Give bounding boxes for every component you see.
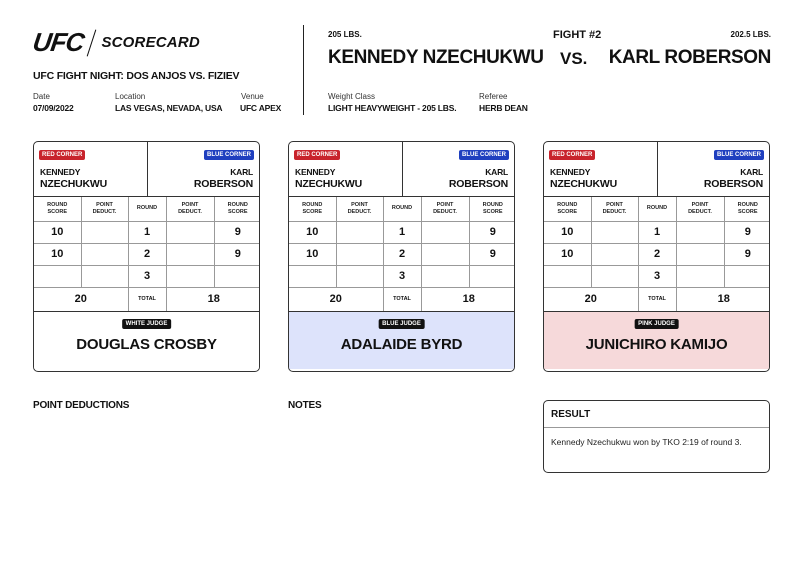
table-row xyxy=(34,243,260,265)
table-row xyxy=(289,221,515,243)
total-row xyxy=(34,287,260,311)
red-round-score: 10 xyxy=(544,243,591,265)
round-number: 3 xyxy=(128,265,166,287)
blue-round-score xyxy=(214,265,260,287)
blue-fighter-first-name: KARL xyxy=(485,167,508,177)
blue-corner-badge: BLUE CORNER xyxy=(714,150,764,160)
blue-point-deduct xyxy=(166,221,214,243)
corner-divider xyxy=(402,142,403,197)
round-number: 3 xyxy=(383,265,421,287)
col-point-deduct: POINT DEDUCT. xyxy=(166,197,214,221)
result-title: RESULT xyxy=(551,409,591,420)
red-round-score xyxy=(289,265,336,287)
col-round: ROUND xyxy=(383,197,421,221)
red-round-score: 10 xyxy=(289,221,336,243)
round-number: 3 xyxy=(638,265,676,287)
red-round-score: 10 xyxy=(289,243,336,265)
red-fighter-weight: 205 LBS. xyxy=(328,30,362,39)
blue-total-score: 18 xyxy=(166,287,260,311)
blue-total-score: 18 xyxy=(676,287,770,311)
weight-class-label: Weight Class xyxy=(328,92,375,101)
blue-total-score: 18 xyxy=(421,287,515,311)
table-row xyxy=(289,243,515,265)
table-row xyxy=(544,243,770,265)
col-point-deduct: POINT DEDUCT. xyxy=(421,197,469,221)
blue-point-deduct xyxy=(676,221,724,243)
notes-title: NOTES xyxy=(288,400,322,411)
round-number: 1 xyxy=(383,221,421,243)
blue-fighter-name: KARL ROBERSON xyxy=(608,47,771,68)
red-fighter-last-name: NZECHUKWU xyxy=(295,178,363,190)
table-row xyxy=(289,265,515,287)
red-total-score: 20 xyxy=(544,287,638,311)
judge-badge: PINK JUDGE xyxy=(634,319,679,329)
round-number: 1 xyxy=(638,221,676,243)
blue-fighter-first-name: KARL xyxy=(230,167,253,177)
col-point-deduct: POINT DEDUCT. xyxy=(591,197,638,221)
weight-class-value: LIGHT HEAVYWEIGHT - 205 LBS. xyxy=(328,103,457,113)
red-round-score: 10 xyxy=(34,221,81,243)
red-corner-fighter xyxy=(40,166,107,190)
col-round-score: ROUND SCORE xyxy=(544,197,591,221)
blue-corner-badge: BLUE CORNER xyxy=(204,150,254,160)
blue-round-score: 9 xyxy=(724,243,770,265)
red-fighter-first-name: KENNEDY xyxy=(40,167,81,177)
result-divider xyxy=(544,427,769,428)
red-fighter-first-name: KENNEDY xyxy=(550,167,591,177)
blue-corner-badge: BLUE CORNER xyxy=(459,150,509,160)
blue-round-score: 9 xyxy=(214,221,260,243)
judge-badge: BLUE JUDGE xyxy=(378,319,425,329)
venue-label: Venue xyxy=(241,92,264,101)
col-point-deduct: POINT DEDUCT. xyxy=(81,197,128,221)
red-corner-badge: RED CORNER xyxy=(39,150,85,160)
round-number: 2 xyxy=(383,243,421,265)
corner-divider xyxy=(147,142,148,197)
card-header xyxy=(34,142,259,197)
red-point-deduct xyxy=(591,243,638,265)
red-total-score: 20 xyxy=(34,287,128,311)
location-value: LAS VEGAS, NEVADA, USA xyxy=(115,103,223,113)
judge-badge: WHITE JUDGE xyxy=(122,319,172,329)
blue-round-score xyxy=(724,265,770,287)
red-point-deduct xyxy=(81,243,128,265)
col-round-score: ROUND SCORE xyxy=(724,197,770,221)
blue-fighter-last-name: ROBERSON xyxy=(703,178,763,190)
judge-name: JUNICHIRO KAMIJO xyxy=(585,335,728,353)
corner-divider xyxy=(657,142,658,197)
red-point-deduct xyxy=(81,265,128,287)
red-corner-badge: RED CORNER xyxy=(549,150,595,160)
score-table-header xyxy=(289,197,515,221)
red-point-deduct xyxy=(336,265,383,287)
blue-point-deduct xyxy=(421,243,469,265)
table-row xyxy=(34,221,260,243)
result-box xyxy=(543,400,770,473)
referee-value: HERB DEAN xyxy=(479,103,528,113)
judge-name: ADALAIDE BYRD xyxy=(340,335,463,353)
blue-round-score: 9 xyxy=(469,221,515,243)
location-label: Location xyxy=(115,92,146,101)
red-fighter-name: KENNEDY NZECHUKWU xyxy=(328,47,544,68)
blue-corner-fighter xyxy=(194,166,253,190)
round-number: 2 xyxy=(638,243,676,265)
judge-area xyxy=(544,312,769,369)
header-divider xyxy=(303,25,304,115)
score-table-header xyxy=(544,197,770,221)
red-point-deduct xyxy=(81,221,128,243)
blue-point-deduct xyxy=(421,221,469,243)
judge-scorecard xyxy=(288,141,515,372)
ufc-logo xyxy=(30,27,200,58)
total-row xyxy=(289,287,515,311)
point-deductions-title: POINT DEDUCTIONS xyxy=(33,400,130,411)
vs-label: VS. xyxy=(560,49,588,68)
col-round-score: ROUND SCORE xyxy=(469,197,515,221)
card-header xyxy=(544,142,769,197)
red-point-deduct xyxy=(591,221,638,243)
blue-point-deduct xyxy=(166,243,214,265)
card-header xyxy=(289,142,514,197)
judge-area xyxy=(289,312,514,369)
red-total-score: 20 xyxy=(289,287,383,311)
red-corner-fighter xyxy=(295,166,362,190)
red-fighter-first-name: KENNEDY xyxy=(295,167,336,177)
score-table xyxy=(34,197,260,312)
col-round-score: ROUND SCORE xyxy=(289,197,336,221)
blue-round-score: 9 xyxy=(214,243,260,265)
judge-name: DOUGLAS CROSBY xyxy=(76,335,217,353)
logo-text: UFC xyxy=(30,27,86,57)
red-corner-badge: RED CORNER xyxy=(294,150,340,160)
blue-corner-fighter xyxy=(449,166,508,190)
total-row xyxy=(544,287,770,311)
col-round: ROUND xyxy=(128,197,166,221)
blue-point-deduct xyxy=(676,265,724,287)
score-table-header xyxy=(34,197,260,221)
blue-fighter-first-name: KARL xyxy=(740,167,763,177)
logo-slash-divider xyxy=(87,29,97,56)
table-row xyxy=(544,221,770,243)
blue-point-deduct xyxy=(166,265,214,287)
venue-value: UFC APEX xyxy=(240,103,282,113)
total-label: TOTAL xyxy=(383,287,421,311)
result-text: Kennedy Nzechukwu won by TKO 2:19 of round 3. xyxy=(551,437,742,447)
blue-point-deduct xyxy=(421,265,469,287)
red-point-deduct xyxy=(591,265,638,287)
judge-scorecard xyxy=(33,141,260,372)
event-name: UFC FIGHT NIGHT: DOS ANJOS VS. FIZIEV xyxy=(33,70,240,82)
blue-fighter-last-name: ROBERSON xyxy=(448,178,508,190)
round-number: 2 xyxy=(128,243,166,265)
score-table xyxy=(289,197,515,312)
col-round-score: ROUND SCORE xyxy=(34,197,81,221)
red-point-deduct xyxy=(336,221,383,243)
col-round: ROUND xyxy=(638,197,676,221)
score-table xyxy=(544,197,770,312)
date-label: Date xyxy=(33,92,50,101)
red-fighter-last-name: NZECHUKWU xyxy=(550,178,618,190)
col-point-deduct: POINT DEDUCT. xyxy=(336,197,383,221)
table-row xyxy=(544,265,770,287)
red-round-score: 10 xyxy=(34,243,81,265)
red-point-deduct xyxy=(336,243,383,265)
judge-area xyxy=(34,312,259,369)
blue-corner-fighter xyxy=(704,166,763,190)
red-fighter-last-name: NZECHUKWU xyxy=(40,178,108,190)
table-row xyxy=(34,265,260,287)
total-label: TOTAL xyxy=(128,287,166,311)
col-round-score: ROUND SCORE xyxy=(214,197,260,221)
logo-subtitle: SCORECARD xyxy=(101,34,200,51)
fight-number: FIGHT #2 xyxy=(553,29,602,41)
blue-round-score: 9 xyxy=(469,243,515,265)
red-corner-fighter xyxy=(550,166,617,190)
col-point-deduct: POINT DEDUCT. xyxy=(676,197,724,221)
date-value: 07/09/2022 xyxy=(33,103,74,113)
blue-round-score: 9 xyxy=(724,221,770,243)
blue-point-deduct xyxy=(676,243,724,265)
blue-fighter-weight: 202.5 LBS. xyxy=(730,30,771,39)
blue-round-score xyxy=(469,265,515,287)
total-label: TOTAL xyxy=(638,287,676,311)
red-round-score: 10 xyxy=(544,221,591,243)
red-round-score xyxy=(544,265,591,287)
judge-scorecard xyxy=(543,141,770,372)
round-number: 1 xyxy=(128,221,166,243)
referee-label: Referee xyxy=(479,92,508,101)
blue-fighter-last-name: ROBERSON xyxy=(193,178,253,190)
red-round-score xyxy=(34,265,81,287)
